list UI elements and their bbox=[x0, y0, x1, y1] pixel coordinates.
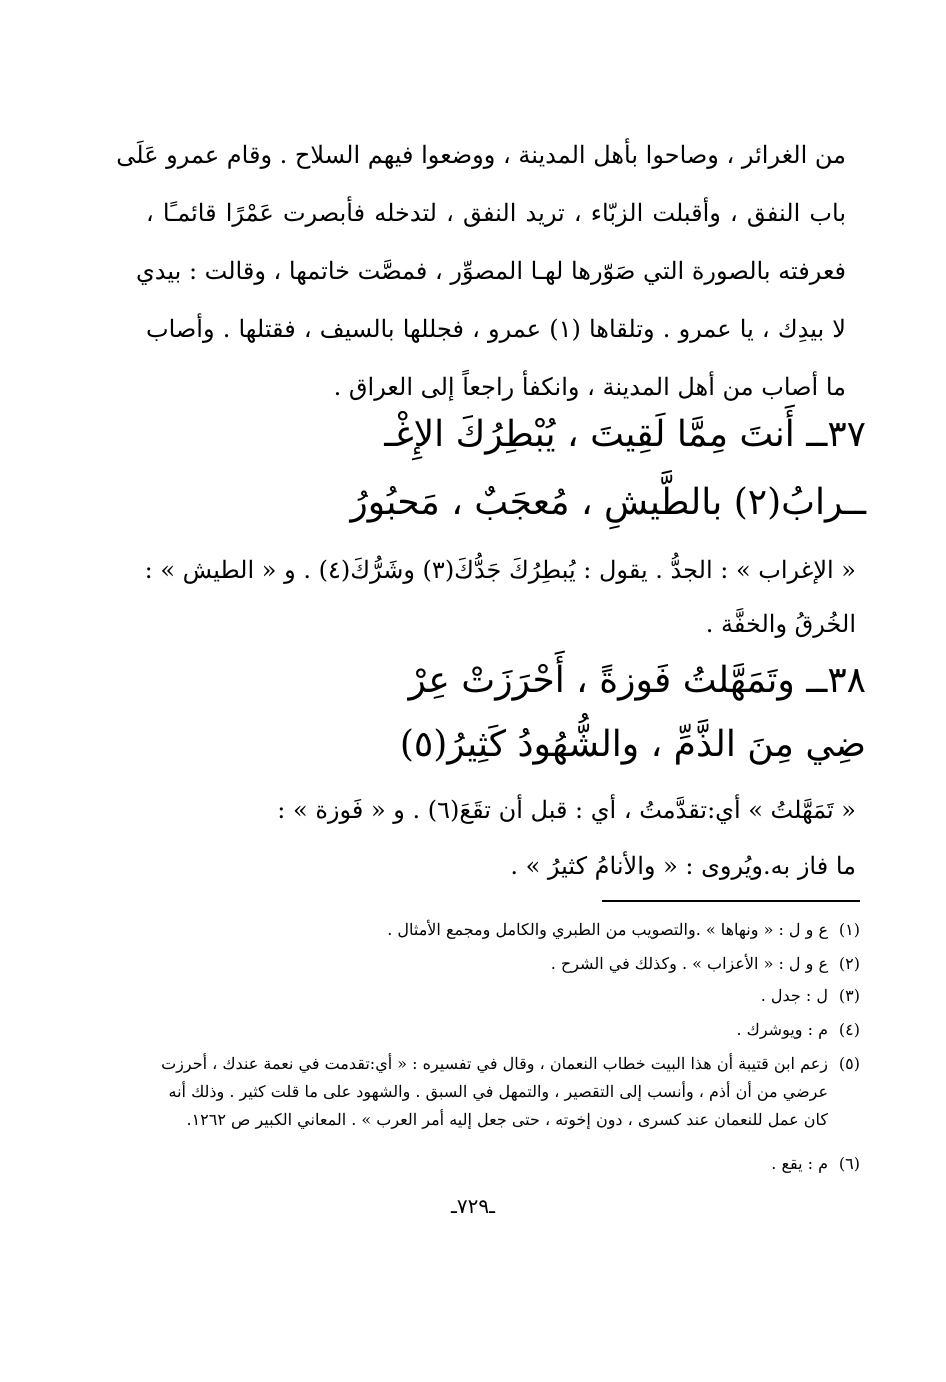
verse-38-line-2: ضِي مِنَ الذَّمِّ ، والشُّهُودُ كَثِيرُ(٥) bbox=[399, 724, 866, 765]
prose-line: لا بيدِك ، يا عمرو . وتلقاها (١) عمرو ، فجللها بالسيف ، فقتلها . وأصاب bbox=[146, 315, 846, 343]
verse-38-line-1: ٣٨ــ وتَمَهَّلتُ فَوزةً ، أَحْرَزَتْ عِرْ bbox=[408, 660, 866, 701]
footnote-6 bbox=[150, 1150, 860, 1178]
footnote-4 bbox=[150, 1016, 860, 1044]
footnote-text: ل : جدل . bbox=[760, 986, 828, 1005]
footnote-number: (٥) bbox=[838, 1054, 860, 1073]
prose-line: فعرفته بالصورة التي صَوّرها لهـا المصوِّر ، فمصَّت خاتمها ، وقالت : بيدي bbox=[136, 257, 846, 285]
footnote-number: (٣) bbox=[838, 986, 860, 1005]
prose-line: من الغرائر ، وصاحوا بأهل المدينة ، ووضعوا فيهم السلاح . وقام عمرو عَلَى bbox=[116, 141, 846, 169]
footnote-divider bbox=[602, 900, 860, 902]
footnote-text: م : يقع . bbox=[771, 1154, 828, 1173]
footnote-5 bbox=[150, 1050, 860, 1134]
footnote-3 bbox=[150, 982, 860, 1010]
footnote-2 bbox=[150, 950, 860, 978]
footnote-number: (٢) bbox=[838, 954, 860, 973]
commentary-37-line-1: « الإغراب » : الجدُّ . يقول : يُبطِرُكَ جَدُّكَ(٣) وشَرُّكَ(٤) . و « الطيش » : bbox=[144, 556, 856, 584]
page-number: ـ٧٢٩ـ bbox=[451, 1194, 495, 1218]
footnote-text: م : ويوشرك . bbox=[736, 1020, 828, 1039]
footnote-text: ع و ل : « ونهاها » .والتصويب من الطبري والكامل ومجمع الأمثال . bbox=[387, 920, 828, 939]
footnote-text: ع و ل : « الأعزاب » . وكذلك في الشرح . bbox=[550, 954, 828, 973]
commentary-38-line-2: ما فاز به.ويُروى : « والأنامُ كثيرُ » . bbox=[510, 852, 856, 880]
footnote-text: زعم ابن قتيبة أن هذا البيت خطاب النعمان ، وقال في تفسيره : « أي:تقدمت في نعمة عندك ، أحرزت bbox=[161, 1054, 828, 1073]
verse-37-line-2: ــرابُ(٢) بالطَّيشِ ، مُعجَبٌ ، مَحبُورُ bbox=[350, 482, 866, 523]
commentary-37-line-2: الخُرقُ والخفَّة . bbox=[705, 610, 856, 638]
commentary-38-line-1: « تَمَهَّلتُ » أي:تقدَّمتُ ، أي : قبل أن تقَعَ(٦) . و « فَوزة » : bbox=[277, 796, 856, 824]
footnote-number: (٤) bbox=[838, 1020, 860, 1039]
footnote-number: (٦) bbox=[838, 1154, 860, 1173]
footnote-number: (١) bbox=[838, 920, 860, 939]
prose-line: ما أصاب من أهل المدينة ، وانكفأ راجعاً إلى العراق . bbox=[333, 373, 846, 401]
prose-line: باب النفق ، وأقبلت الزبّاء ، تريد النفق ، لتدخله فأبصرت عَمْرًا قائمـًا ، bbox=[146, 199, 847, 227]
verse-37-line-1: ٣٧ــ أَنتَ مِمَّا لَقِيتَ ، يُبْطِرُكَ الإِغْـ bbox=[384, 414, 866, 455]
footnote-text-continued: كان عمل للنعمان عند كسرى ، دون إخوته ، حتى جعل إليه أمر العرب » . المعاني الكبير ص ١٢٦٢. bbox=[186, 1110, 828, 1129]
prose-paragraph bbox=[116, 126, 847, 416]
footnote-text-continued: عرضي من أن أذم ، وأنسب إلى التقصير ، والتمهل في السبق . والشهود على ما قلت كثير . وذلك أنه bbox=[168, 1082, 828, 1101]
footnote-1 bbox=[150, 916, 860, 944]
